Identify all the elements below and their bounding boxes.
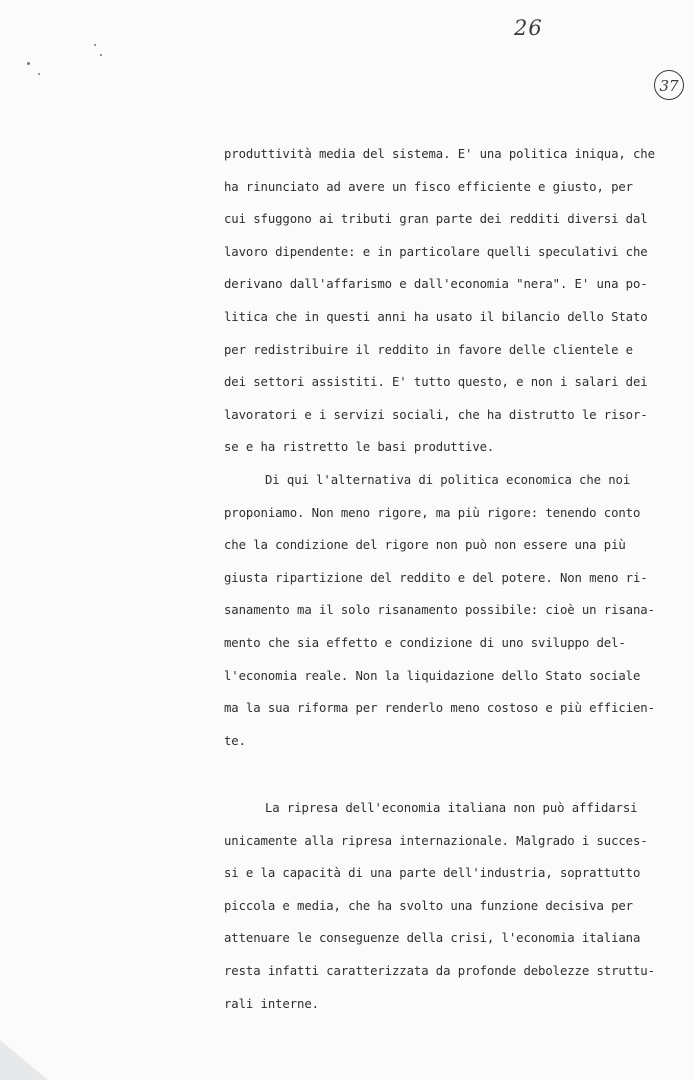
text-line: derivano dall'affarismo e dall'economia "nera". E' una po- (224, 277, 648, 292)
text-line: rali interne. (224, 996, 319, 1011)
text-line: proponiamo. Non meno rigore, ma più rigore: tenendo conto (224, 505, 641, 520)
paragraph-3 (224, 792, 655, 1020)
text-line: piccola e media, che ha svolto una funzione decisiva per (224, 898, 633, 913)
text-line: che la condizione del rigore non può non essere una più (224, 538, 626, 553)
text-line: se e ha ristretto le basi produttive. (224, 440, 495, 455)
sheet-number-circled: 37 (654, 70, 684, 100)
text-line: litica che in questi anni ha usato il bilancio dello Stato (224, 309, 648, 324)
text-line: lavoratori e i servizi sociali, che ha distrutto le risor- (224, 407, 648, 422)
text-line: si e la capacità di una parte dell'industria, soprattutto (224, 866, 641, 881)
text-line: lavoro dipendente: e in particolare quelli speculativi che (224, 244, 648, 259)
text-line: resta infatti caratterizzata da profonde debolezze struttu- (224, 963, 655, 978)
text-line: mento che sia effetto e condizione di uno sviluppo del- (224, 635, 626, 650)
text-line: ha rinunciato ad avere un fisco efficiente e giusto, per (224, 179, 633, 194)
text-line: unicamente alla ripresa internazionale. Malgrado i succes- (224, 833, 648, 848)
text-line: produttività media del sistema. E' una politica iniqua, che (224, 147, 655, 161)
text-line: dei settori assistiti. E' tutto questo, e non i salari dei (224, 375, 648, 390)
text-line: per redistribuire il reddito in favore delle clientele e (224, 342, 633, 357)
text-line: sanamento ma il solo risanamento possibile: cioè un risana- (224, 603, 655, 618)
text-line: giusta ripartizione del reddito e del potere. Non meno ri- (224, 570, 648, 585)
text-line: Di qui l'alternativa di politica economica che noi (265, 472, 631, 487)
folded-corner (0, 1040, 48, 1080)
text-line: cui sfuggono ai tributi gran parte dei redditi diversi dal (224, 212, 648, 227)
text-line: ma la sua riforma per renderlo meno costoso e più efficien- (224, 701, 655, 716)
page-number: 26 (514, 16, 543, 40)
text-line: attenuare le conseguenze della crisi, l'economia italiana (224, 931, 641, 946)
text-line: l'economia reale. Non la liquidazione dello Stato sociale (224, 668, 641, 683)
text-line: La ripresa dell'economia italiana non può affidarsi (265, 801, 638, 815)
paragraph-1 (224, 138, 655, 757)
text-line: te. (224, 733, 246, 748)
